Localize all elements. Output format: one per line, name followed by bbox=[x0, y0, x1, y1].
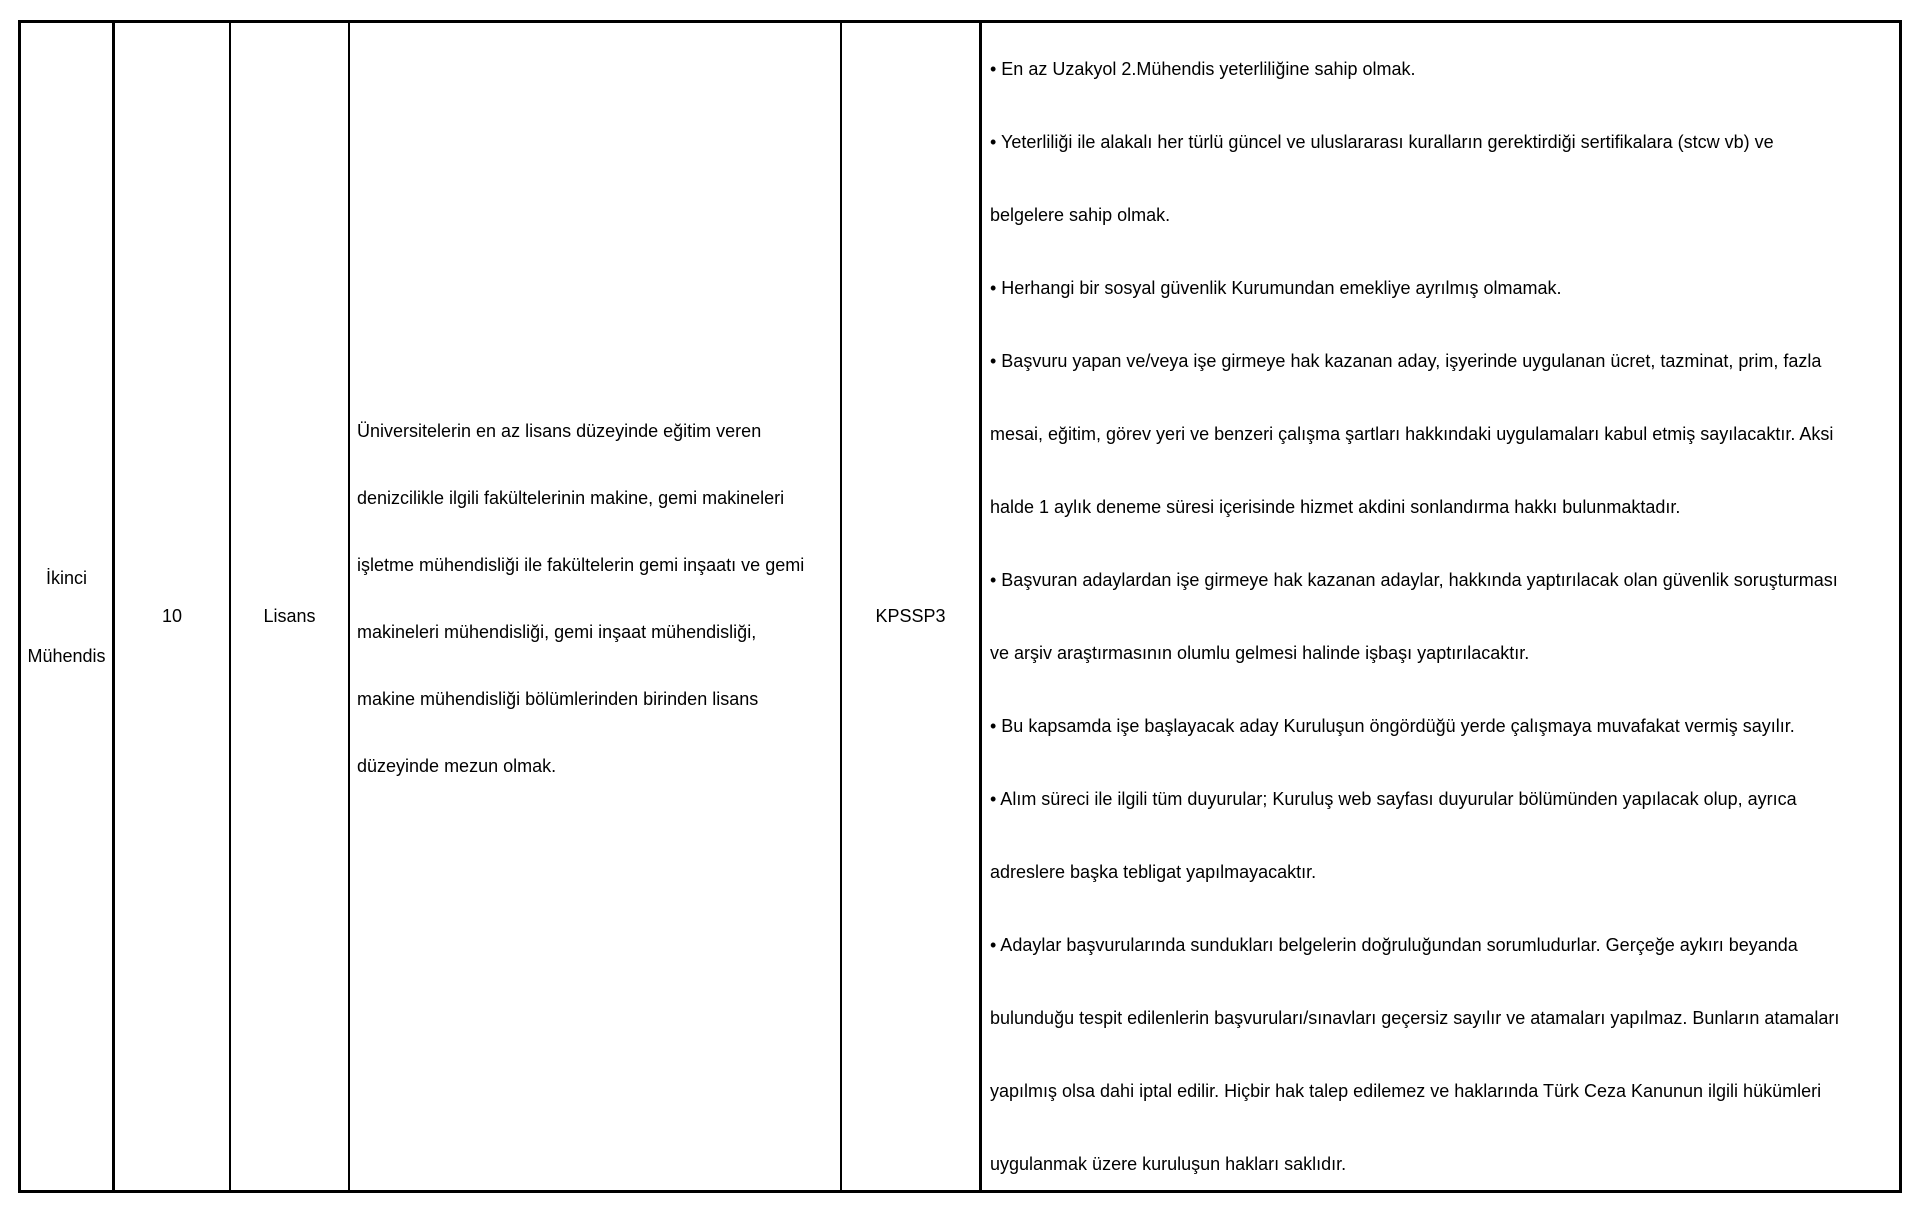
column-education-requirement bbox=[350, 23, 842, 1190]
requirement-line-5: makine mühendisliği bölümlerinden birinden lisans bbox=[357, 688, 759, 709]
note-line-2: • Yeterliliği ile alakalı her türlü güncel ve uluslararası kuralların gerektirdiği sertifikalara (stcw vb) ve bbox=[990, 132, 1774, 152]
requirement-line-1: Üniversitelerin en az lisans düzeyinde eğitim veren bbox=[357, 420, 762, 441]
kpss-score-type-value: KPSSP3 bbox=[875, 606, 946, 626]
note-line-10: • Bu kapsamda işe başlayacak aday Kuruluşun öngördüğü yerde çalışmaya muvafakat vermiş sayılır. bbox=[990, 716, 1795, 736]
note-line-11: • Alım süreci ile ilgili tüm duyurular; Kuruluş web sayfası duyurular bölümünden yapılacak olup, ayrıca bbox=[990, 789, 1797, 809]
position-title-line-2: Mühendis bbox=[27, 645, 106, 666]
general-conditions-text bbox=[990, 33, 1895, 1190]
note-line-14: bulunduğu tespit edilenlerin başvuruları/sınavları geçersiz sayılır ve atamaları yapılmaz. Bunların atamaları bbox=[990, 1008, 1840, 1028]
quota-value: 10 bbox=[161, 606, 183, 626]
column-general-conditions bbox=[982, 23, 1899, 1190]
requirement-line-6: düzeyinde mezun olmak. bbox=[357, 755, 557, 776]
note-line-16: uygulanmak üzere kuruluşun hakları saklıdır. bbox=[990, 1154, 1347, 1174]
requirement-line-2: denizcilikle ilgili fakültelerinin makine, gemi makineleri bbox=[357, 487, 785, 508]
job-posting-table-row bbox=[18, 20, 1902, 1193]
note-line-8: • Başvuran adaylardan işe girmeye hak kazanan adaylar, hakkında yaptırılacak olan güvenlik soruşturması bbox=[990, 570, 1838, 590]
requirement-line-3: işletme mühendisliği ile fakültelerin gemi inşaatı ve gemi bbox=[357, 554, 805, 575]
education-requirement-text bbox=[357, 398, 840, 800]
column-kpss-score-type bbox=[842, 23, 982, 1190]
note-line-4: • Herhangi bir sosyal güvenlik Kurumundan emekliye ayrılmış olmamak. bbox=[990, 278, 1562, 298]
note-line-5: • Başvuru yapan ve/veya işe girmeye hak kazanan aday, işyerinde uygulanan ücret, tazminat, prim, fazla bbox=[990, 351, 1822, 371]
position-title-line-1: İkinci bbox=[45, 567, 87, 588]
note-line-12: adreslere başka tebligat yapılmayacaktır. bbox=[990, 862, 1317, 882]
requirement-line-4: makineleri mühendisliği, gemi inşaat mühendisliği, bbox=[357, 621, 757, 642]
education-level-value: Lisans bbox=[263, 606, 316, 626]
note-line-15: yapılmış olsa dahi iptal edilir. Hiçbir hak talep edilemez ve haklarında Türk Ceza Kanunun ilgili hükümleri bbox=[990, 1081, 1822, 1101]
column-position-title bbox=[21, 23, 115, 1190]
note-line-9: ve arşiv araştırmasının olumlu gelmesi halinde işbaşı yaptırılacaktır. bbox=[990, 643, 1530, 663]
note-line-13: • Adaylar başvurularında sundukları belgelerin doğruluğundan sorumludurlar. Gerçeğe aykırı beyanda bbox=[990, 935, 1798, 955]
note-line-6: mesai, eğitim, görev yeri ve benzeri çalışma şartları hakkındaki uygulamaları kabul etmiş sayılacaktır. Aksi bbox=[990, 424, 1834, 444]
note-line-1: • En az Uzakyol 2.Mühendis yeterliliğine sahip olmak. bbox=[990, 59, 1416, 79]
position-title bbox=[27, 539, 105, 695]
column-education-level bbox=[231, 23, 350, 1190]
column-quota bbox=[115, 23, 231, 1190]
note-line-7: halde 1 aylık deneme süresi içerisinde hizmet akdini sonlandırma hakkı bulunmaktadır. bbox=[990, 497, 1681, 517]
note-line-3: belgelere sahip olmak. bbox=[990, 205, 1171, 225]
